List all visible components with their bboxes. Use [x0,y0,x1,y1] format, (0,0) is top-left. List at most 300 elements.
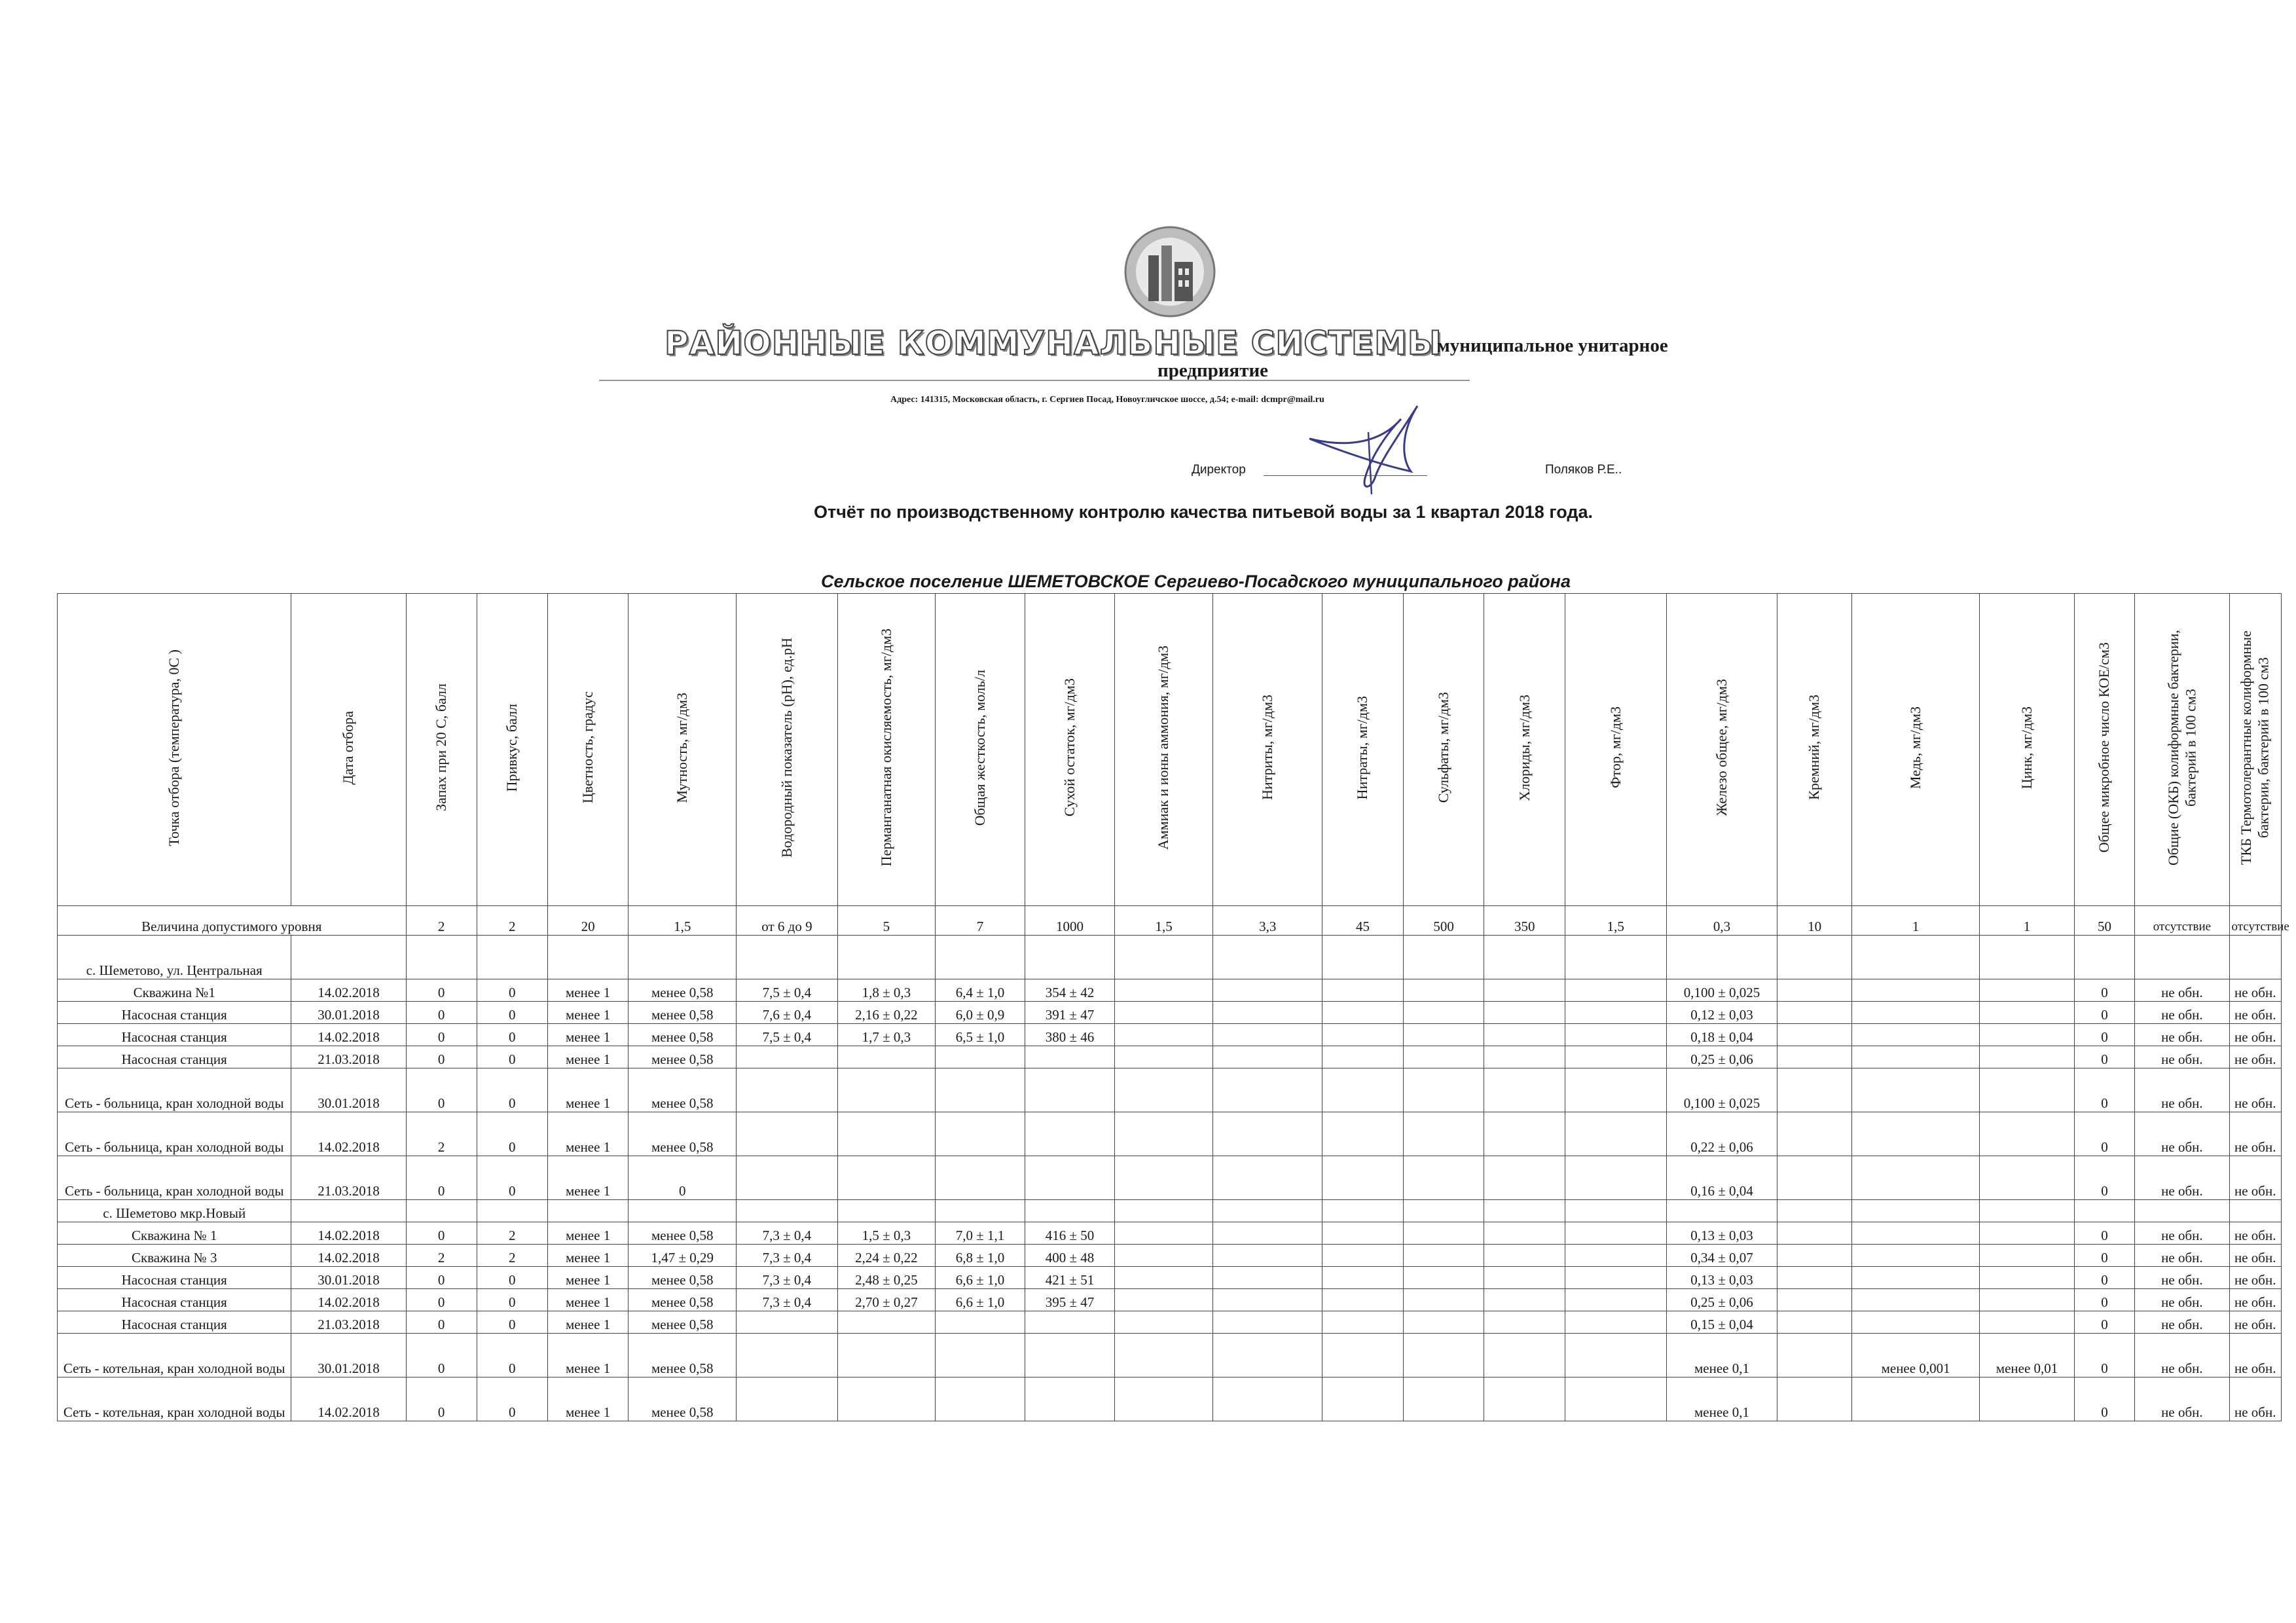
table-cell: менее 0,1 [1666,1334,1777,1377]
limit-cell: 3,3 [1213,906,1322,936]
table-cell [1851,1311,1980,1334]
table-cell: 0,100 ± 0,025 [1666,979,1777,1002]
table-cell [1777,1156,1851,1200]
empty-cell [1565,936,1667,979]
table-cell: 14.02.2018 [291,1289,406,1311]
table-cell: 0 [406,1024,477,1046]
table-cell [737,1334,838,1377]
table-cell [1213,1377,1322,1421]
table-cell [936,1377,1025,1421]
table-cell: 0 [477,979,547,1002]
limit-cell: 7 [936,906,1025,936]
empty-cell [1322,1200,1404,1222]
limit-cell: 2 [477,906,547,936]
sample-point: Насосная станция [58,1002,291,1024]
table-cell: 0 [2074,1289,2135,1311]
empty-cell [2135,1200,2229,1222]
table-cell [1114,1245,1212,1267]
table-cell [1777,1289,1851,1311]
table-cell: 2 [406,1245,477,1267]
empty-cell [2135,936,2229,979]
table-cell: 0 [406,1377,477,1421]
limit-cell: 10 [1777,906,1851,936]
table-cell: 0 [2074,1222,2135,1245]
table-cell: 7,3 ± 0,4 [737,1267,838,1289]
table-cell: 14.02.2018 [291,979,406,1002]
table-cell [1980,1046,2074,1068]
table-cell [1213,1024,1322,1046]
empty-cell [1666,936,1777,979]
empty-cell [2229,936,2282,979]
table-cell [1565,1334,1667,1377]
table-cell: менее 0,58 [629,1222,737,1245]
table-cell [1565,1245,1667,1267]
table-cell: менее 0,58 [629,1002,737,1024]
table-cell: 30.01.2018 [291,1002,406,1024]
table-cell [1851,1112,1980,1156]
company-logo [1121,223,1219,321]
table-cell [1565,1112,1667,1156]
table-cell: менее 1 [547,1245,629,1267]
table-cell [1025,1068,1115,1112]
director-signature [1303,393,1427,498]
table-cell: не обн. [2229,1377,2282,1421]
table-cell [1565,1222,1667,1245]
table-cell [1777,1024,1851,1046]
table-cell [1851,1377,1980,1421]
table-cell: 0 [477,1377,547,1421]
table-cell: 400 ± 48 [1025,1245,1115,1267]
sample-point: Сеть - больница, кран холодной воды [58,1112,291,1156]
col-header: Перманганатная окисляемость, мг/дм3 [837,594,935,906]
table-cell: 30.01.2018 [291,1267,406,1289]
table-cell [1322,1267,1404,1289]
table-cell [1114,1156,1212,1200]
table-row [58,1311,2282,1334]
empty-cell [1322,936,1404,979]
table-cell: не обн. [2135,1267,2229,1289]
table-cell: менее 0,001 [1851,1334,1980,1377]
table-cell: менее 1 [547,1377,629,1421]
table-cell: 0 [2074,1334,2135,1377]
table-cell: 0 [406,1267,477,1289]
col-header: Хлориды, мг/дм3 [1484,594,1565,906]
table-row [58,1267,2282,1289]
limit-cell: 45 [1322,906,1404,936]
table-cell [1851,1156,1980,1200]
table-cell [1484,1377,1565,1421]
sample-point: Насосная станция [58,1046,291,1068]
col-header: Аммиак и ионы аммония, мг/дм3 [1114,594,1212,906]
table-cell: 7,6 ± 0,4 [737,1002,838,1024]
table-cell: не обн. [2229,1245,2282,1267]
table-cell [1114,1289,1212,1311]
empty-cell [1213,1200,1322,1222]
table-cell [1114,1267,1212,1289]
table-row [58,1112,2282,1156]
table-cell [1851,1222,1980,1245]
table-cell [1403,1002,1484,1024]
table-cell: не обн. [2229,1112,2282,1156]
table-cell: не обн. [2135,1334,2229,1377]
limit-cell: 350 [1484,906,1565,936]
empty-cell [737,936,838,979]
table-cell [1322,1222,1404,1245]
sample-point: Скважина №1 [58,979,291,1002]
table-cell: менее 0,58 [629,1112,737,1156]
group-title: с. Шеметово, ул. Центральная [58,936,291,979]
table-cell: 2,70 ± 0,27 [837,1289,935,1311]
empty-cell [1851,936,1980,979]
table-cell: менее 1 [547,1156,629,1200]
table-cell [837,1377,935,1421]
table-cell: не обн. [2135,1311,2229,1334]
table-cell: 416 ± 50 [1025,1222,1115,1245]
col-header: Цинк, мг/дм3 [1980,594,2074,906]
table-cell: 14.02.2018 [291,1112,406,1156]
col-header: Железо общее, мг/дм3 [1666,594,1777,906]
table-cell [1403,1156,1484,1200]
table-cell [1777,1068,1851,1112]
table-cell: 0,13 ± 0,03 [1666,1222,1777,1245]
empty-cell [1403,1200,1484,1222]
empty-cell [1565,1200,1667,1222]
table-cell [837,1068,935,1112]
table-cell [1114,1068,1212,1112]
table-row [58,1002,2282,1024]
table-cell [1777,1267,1851,1289]
report-title: Отчёт по производственному контролю качества питьевой воды за 1 квартал 2018 года. [814,502,1594,522]
empty-cell [2074,1200,2135,1222]
table-cell [1484,1002,1565,1024]
table-cell: менее 0,58 [629,1311,737,1334]
col-header: ТКБ Термотолерантные колиформные бактерии, бактерий в 100 см3 [2229,594,2282,906]
table-cell: не обн. [2135,1222,2229,1245]
table-cell [1114,1222,1212,1245]
empty-cell [406,936,477,979]
table-cell [1322,1289,1404,1311]
table-row [58,1245,2282,1267]
table-cell [1322,1002,1404,1024]
table-cell [1980,979,2074,1002]
table-cell: 0 [477,1289,547,1311]
col-header: Общие (ОКБ) колиформные бактерии, бактерий в 100 см3 [2135,594,2229,906]
table-cell [1213,979,1322,1002]
col-header: Сульфаты, мг/дм3 [1403,594,1484,906]
table-cell [1403,1267,1484,1289]
table-cell [1980,1377,2074,1421]
table-cell: 2 [477,1222,547,1245]
table-cell [1403,1311,1484,1334]
table-cell: 0 [477,1334,547,1377]
table-cell [1403,1112,1484,1156]
table-cell [737,1112,838,1156]
table-cell: 421 ± 51 [1025,1267,1115,1289]
table-cell: менее 1 [547,1046,629,1068]
col-header: Водородный показатель (рН), ед.рН [737,594,838,906]
table-cell [1322,1311,1404,1334]
limit-label: Величина допустимого уровня [58,906,407,936]
sample-point: Насосная станция [58,1267,291,1289]
table-cell [1565,1024,1667,1046]
table-cell: 0 [2074,1024,2135,1046]
table-cell: не обн. [2229,979,2282,1002]
table-cell [1980,1156,2074,1200]
table-cell [1565,1311,1667,1334]
table-cell: 2,16 ± 0,22 [837,1002,935,1024]
limit-cell: 500 [1403,906,1484,936]
table-cell: не обн. [2229,1046,2282,1068]
sample-point: Скважина № 3 [58,1245,291,1267]
table-cell [1322,1245,1404,1267]
table-cell [1851,1245,1980,1267]
table-cell: 0 [2074,1156,2135,1200]
table-row [58,1222,2282,1245]
table-cell: не обн. [2229,1289,2282,1311]
limit-cell: 20 [547,906,629,936]
table-cell [1484,1289,1565,1311]
table-cell [1403,1024,1484,1046]
table-cell [1403,1046,1484,1068]
org-type-line2: предприятие [1157,360,1269,381]
table-cell [1484,1311,1565,1334]
table-cell: 0 [406,1068,477,1112]
table-cell: не обн. [2229,1267,2282,1289]
table-cell [936,1334,1025,1377]
col-header: Кремний, мг/дм3 [1777,594,1851,906]
table-cell [1025,1311,1115,1334]
table-cell [1403,1334,1484,1377]
table-cell: 0,100 ± 0,025 [1666,1068,1777,1112]
table-cell: 0 [477,1068,547,1112]
table-cell [1114,1334,1212,1377]
table-cell: не обн. [2229,1156,2282,1200]
table-cell: 14.02.2018 [291,1245,406,1267]
table-cell: менее 0,58 [629,1334,737,1377]
table-row [58,1289,2282,1311]
table-cell: 0,12 ± 0,03 [1666,1002,1777,1024]
table-cell: 0 [406,1289,477,1311]
empty-cell [291,1200,406,1222]
table-cell [737,1311,838,1334]
table-cell: не обн. [2135,1068,2229,1112]
table-cell: 1,8 ± 0,3 [837,979,935,1002]
col-header: Нитриты, мг/дм3 [1213,594,1322,906]
table-cell: 0 [477,1112,547,1156]
table-cell: 2 [406,1112,477,1156]
empty-cell [1025,1200,1115,1222]
table-cell: 0 [406,979,477,1002]
empty-cell [547,1200,629,1222]
table-cell [1777,1377,1851,1421]
table-cell: не обн. [2229,1002,2282,1024]
col-header: Фтор, мг/дм3 [1565,594,1667,906]
org-type-line1: муниципальное унитарное [1437,335,1668,356]
limit-cell: 5 [837,906,935,936]
table-cell: 354 ± 42 [1025,979,1115,1002]
table-cell [936,1046,1025,1068]
director-label: Директор [1192,463,1246,477]
table-cell [1484,1112,1565,1156]
table-cell: 21.03.2018 [291,1311,406,1334]
sample-point: Насосная станция [58,1024,291,1046]
table-cell: 7,3 ± 0,4 [737,1289,838,1311]
table-row [58,1046,2282,1068]
table-cell: менее 0,1 [1666,1377,1777,1421]
table-cell [1025,1156,1115,1200]
table-cell: не обн. [2135,1002,2229,1024]
empty-cell [547,936,629,979]
table-cell [1980,1289,2074,1311]
table-cell: 30.01.2018 [291,1334,406,1377]
table-cell: 0 [477,1046,547,1068]
table-cell: менее 0,58 [629,1046,737,1068]
table-cell: менее 1 [547,1267,629,1289]
empty-cell [291,936,406,979]
limit-cell: 1000 [1025,906,1115,936]
table-cell: 21.03.2018 [291,1046,406,1068]
table-cell: 21.03.2018 [291,1156,406,1200]
table-cell [1484,1267,1565,1289]
table-cell: 6,6 ± 1,0 [936,1289,1025,1311]
table-cell [1851,979,1980,1002]
limit-cell: 1 [1851,906,1980,936]
empty-cell [406,1200,477,1222]
table-row [58,1156,2282,1200]
table-cell: 0 [406,1334,477,1377]
table-cell [1777,1334,1851,1377]
table-cell [1213,1112,1322,1156]
table-cell: 1,7 ± 0,3 [837,1024,935,1046]
table-cell [737,1156,838,1200]
table-cell [737,1377,838,1421]
table-cell: 0 [629,1156,737,1200]
table-cell [1565,979,1667,1002]
col-header: Дата отбора [291,594,406,906]
table-cell [1851,1024,1980,1046]
sample-point: Скважина № 1 [58,1222,291,1245]
table-cell: 14.02.2018 [291,1377,406,1421]
table-cell [1025,1377,1115,1421]
table-cell: не обн. [2229,1222,2282,1245]
table-cell [1565,1267,1667,1289]
table-cell [1851,1289,1980,1311]
table-cell [1980,1024,2074,1046]
table-cell: 6,8 ± 1,0 [936,1245,1025,1267]
table-cell: 1,47 ± 0,29 [629,1245,737,1267]
table-cell [1484,1334,1565,1377]
table-cell: 2,48 ± 0,25 [837,1267,935,1289]
table-cell: 0 [2074,1112,2135,1156]
table-cell [1114,979,1212,1002]
limit-cell: 1,5 [629,906,737,936]
table-cell: 0 [406,1311,477,1334]
table-cell [936,1156,1025,1200]
table-cell [1025,1112,1115,1156]
table-cell [1980,1002,2074,1024]
table-cell: 0 [2074,1002,2135,1024]
empty-cell [477,1200,547,1222]
table-cell: менее 1 [547,1002,629,1024]
empty-cell [1403,936,1484,979]
table-cell: 0 [477,1311,547,1334]
limit-row [58,906,2282,936]
table-cell [1322,1024,1404,1046]
table-cell: 0 [2074,1046,2135,1068]
table-cell [837,1334,935,1377]
table-row [58,1334,2282,1377]
table-cell [1484,1156,1565,1200]
table-cell [1851,1267,1980,1289]
table-cell: 0,34 ± 0,07 [1666,1245,1777,1267]
table-cell [1980,1112,2074,1156]
table-cell [1403,1222,1484,1245]
table-cell [1403,1068,1484,1112]
table-cell: 0 [406,1222,477,1245]
table-cell: менее 0,58 [629,1289,737,1311]
table-cell: менее 0,58 [629,1024,737,1046]
table-cell: 6,6 ± 1,0 [936,1267,1025,1289]
table-cell: 7,5 ± 0,4 [737,979,838,1002]
table-cell: 30.01.2018 [291,1068,406,1112]
table-cell: 6,4 ± 1,0 [936,979,1025,1002]
table-cell: не обн. [2135,1245,2229,1267]
table-cell [1322,1068,1404,1112]
col-header: Привкус, балл [477,594,547,906]
table-cell: менее 1 [547,979,629,1002]
limit-cell: 1,5 [1565,906,1667,936]
table-cell [1114,1112,1212,1156]
table-cell [1777,1222,1851,1245]
col-header: Сухой остаток, мг/дм3 [1025,594,1115,906]
empty-cell [1114,936,1212,979]
table-cell [1565,1156,1667,1200]
empty-cell [2229,1200,2282,1222]
empty-cell [1666,1200,1777,1222]
region-title: Сельское поселение ШЕМЕТОВСКОЕ Сергиево-Посадского муниципального района [821,572,1571,591]
col-header: Точка отбора (температура, 0С ) [58,594,291,906]
table-cell [737,1068,838,1112]
table-cell [1213,1245,1322,1267]
empty-cell [1484,936,1565,979]
table-cell: 0,16 ± 0,04 [1666,1156,1777,1200]
table-cell: 0 [2074,1267,2135,1289]
table-cell [1322,1334,1404,1377]
sample-point: Насосная станция [58,1289,291,1311]
col-header: Медь, мг/дм3 [1851,594,1980,906]
col-header: Нитраты, мг/дм3 [1322,594,1404,906]
table-cell [1565,1002,1667,1024]
limit-cell: отсутствие [2229,906,2282,936]
table-cell [1213,1156,1322,1200]
table-cell: менее 1 [547,1289,629,1311]
table-cell [737,1046,838,1068]
table-cell [1114,1377,1212,1421]
header-row [58,594,2282,906]
table-cell: 0 [477,1267,547,1289]
table-cell [1213,1289,1322,1311]
table-cell: 0 [477,1156,547,1200]
table-cell [1322,1377,1404,1421]
table-cell [1322,1046,1404,1068]
table-cell [1980,1245,2074,1267]
table-cell: менее 1 [547,1311,629,1334]
table-cell [1777,1046,1851,1068]
empty-cell [837,1200,935,1222]
table-cell: 7,5 ± 0,4 [737,1024,838,1046]
table-cell [1484,1046,1565,1068]
table-cell: 0,25 ± 0,06 [1666,1046,1777,1068]
